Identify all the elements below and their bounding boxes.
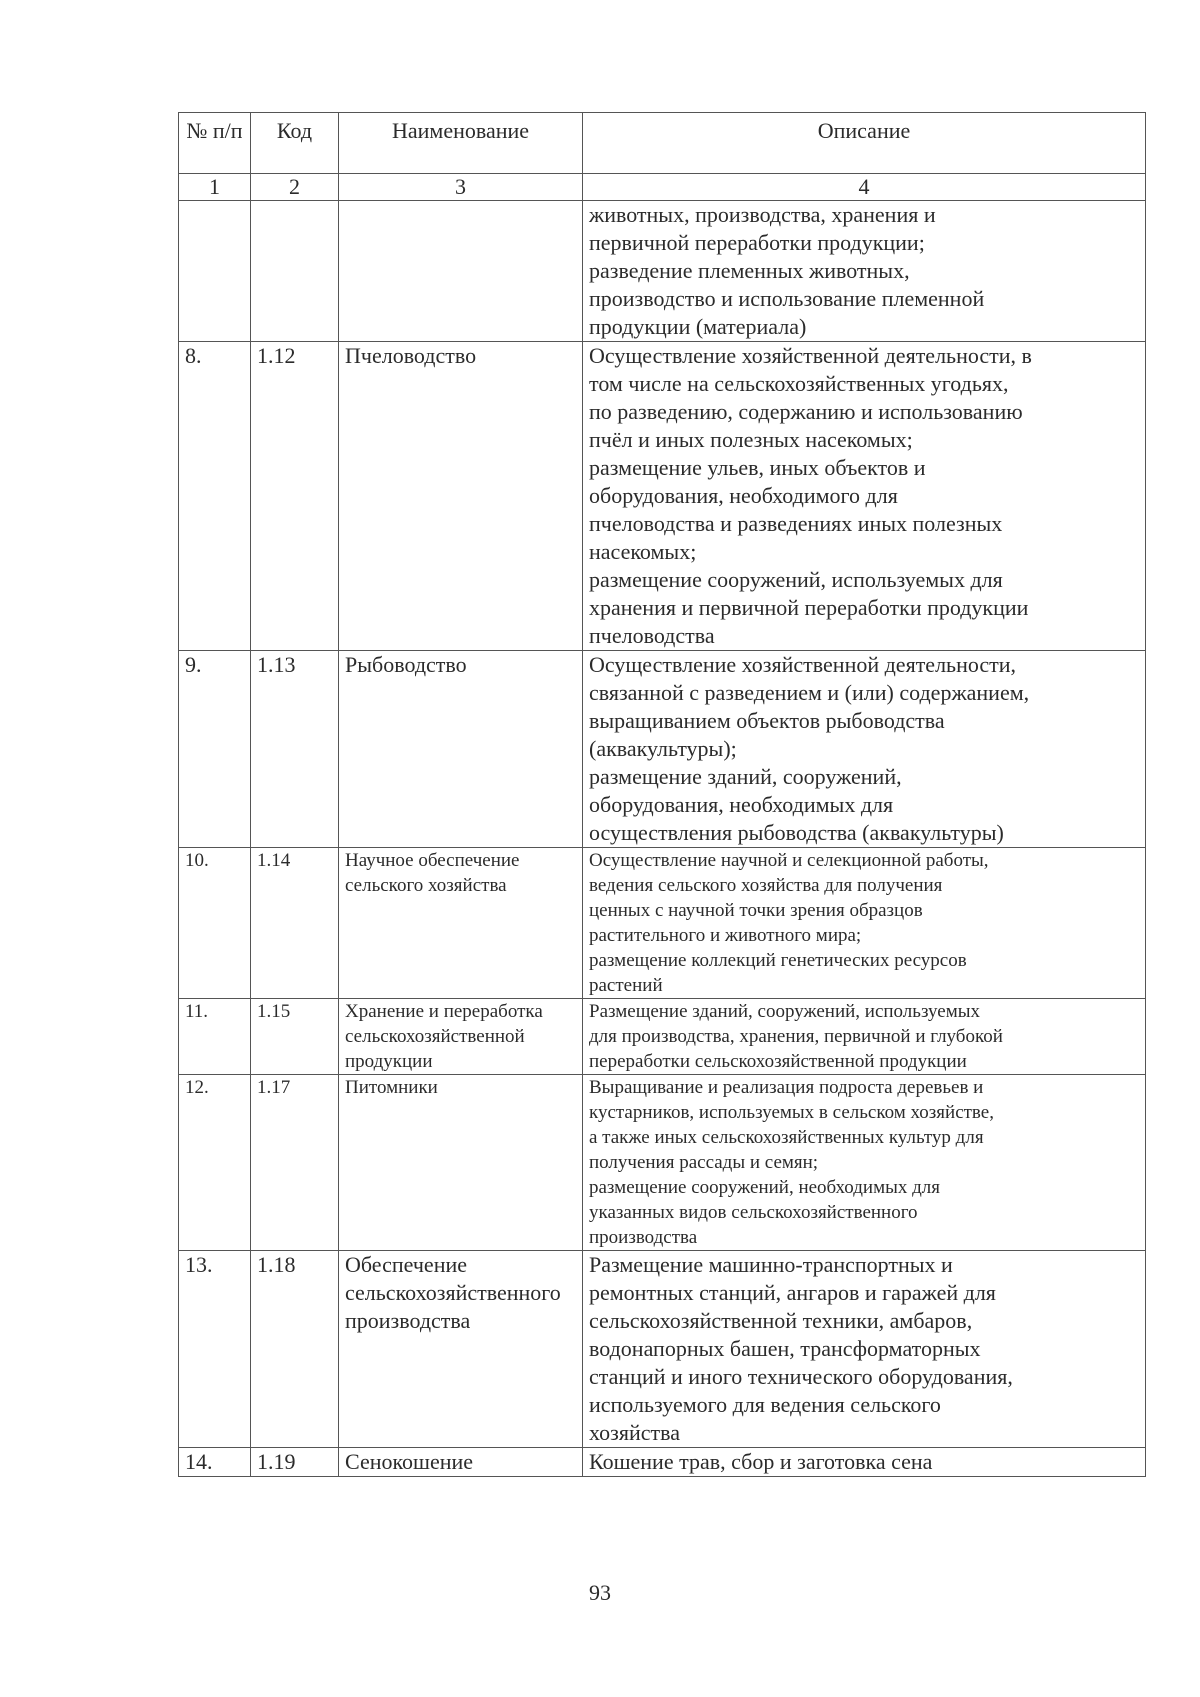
description-line: для производства, хранения, первичной и глубокой <box>589 1026 1003 1047</box>
description-line: Осуществление научной и селекционной работы, <box>589 850 989 871</box>
description-line: (аквакультуры); <box>589 736 737 761</box>
description-line: кустарников, используемых в сельском хозяйстве, <box>589 1102 994 1123</box>
description-line: указанных видов сельскохозяйственного <box>589 1202 918 1223</box>
description-line: ремонтных станций, ангаров и гаражей для <box>589 1280 996 1305</box>
description-line: ценных с научной точки зрения образцов <box>589 900 923 921</box>
column-index-row <box>179 174 1146 201</box>
row-number: 12. <box>179 1075 251 1251</box>
table-header-row <box>179 113 1146 174</box>
row-description <box>583 1251 1146 1448</box>
description-line: Размещение машинно-транспортных и <box>589 1252 953 1277</box>
description-line: хозяйства <box>589 1420 680 1445</box>
table-row <box>179 848 1146 999</box>
description-line: пчёл и иных полезных насекомых; <box>589 427 913 452</box>
table-row <box>179 999 1146 1075</box>
row-code: 1.18 <box>251 1251 339 1448</box>
description-line: животных, производства, хранения и <box>589 202 936 227</box>
table-row <box>179 1251 1146 1448</box>
row-number: 8. <box>179 342 251 651</box>
description-line: выращиванием объектов рыбоводства <box>589 708 945 733</box>
description-line: растительного и животного мира; <box>589 925 862 946</box>
row-code: 1.17 <box>251 1075 339 1251</box>
column-index: 1 <box>179 174 251 201</box>
description-line: получения рассады и семян; <box>589 1152 819 1173</box>
row-number: 9. <box>179 651 251 848</box>
column-index: 2 <box>251 174 339 201</box>
row-name: Питомники <box>339 1075 583 1251</box>
description-line: водонапорных башен, трансформаторных <box>589 1336 981 1361</box>
row-name: Рыбоводство <box>339 651 583 848</box>
header-description: Описание <box>583 113 1146 174</box>
description-line: пчеловодства и разведениях иных полезных <box>589 511 1003 536</box>
description-line: переработки сельскохозяйственной продукции <box>589 1051 967 1072</box>
row-number: 14. <box>179 1448 251 1477</box>
row-description <box>583 999 1146 1075</box>
description-line: станций и иного технического оборудования, <box>589 1364 1013 1389</box>
row-description <box>583 1075 1146 1251</box>
row-number: 10. <box>179 848 251 999</box>
row-number: 13. <box>179 1251 251 1448</box>
header-name: Наименование <box>339 113 583 174</box>
row-code <box>251 201 339 342</box>
column-index: 3 <box>339 174 583 201</box>
row-name: Хранение и переработка сельскохозяйственной продукции <box>339 999 583 1075</box>
column-index: 4 <box>583 174 1146 201</box>
description-line: размещение зданий, сооружений, <box>589 764 902 789</box>
row-description <box>583 201 1146 342</box>
row-name: Обеспечение сельскохозяйственного производства <box>339 1251 583 1448</box>
description-line: оборудования, необходимого для <box>589 483 898 508</box>
description-line: Выращивание и реализация подроста деревьев и <box>589 1077 984 1098</box>
description-line: размещение ульев, иных объектов и <box>589 455 926 480</box>
description-line: производства <box>589 1227 698 1248</box>
header-code: Код <box>251 113 339 174</box>
description-line: Кошение трав, сбор и заготовка сена <box>589 1449 933 1474</box>
row-code: 1.13 <box>251 651 339 848</box>
land-use-table <box>178 112 1146 1477</box>
row-code: 1.19 <box>251 1448 339 1477</box>
description-line: насекомых; <box>589 539 697 564</box>
description-line: размещение сооружений, используемых для <box>589 567 1003 592</box>
description-line: размещение сооружений, необходимых для <box>589 1177 940 1198</box>
description-line: размещение коллекций генетических ресурсов <box>589 950 967 971</box>
row-name: Сенокошение <box>339 1448 583 1477</box>
description-line: оборудования, необходимых для <box>589 792 894 817</box>
row-name: Научное обеспечение сельского хозяйства <box>339 848 583 999</box>
row-number <box>179 201 251 342</box>
description-line: по разведению, содержанию и использованию <box>589 399 1023 424</box>
description-line: первичной переработки продукции; <box>589 230 925 255</box>
row-description <box>583 848 1146 999</box>
description-line: производство и использование племенной <box>589 286 985 311</box>
table-row <box>179 651 1146 848</box>
description-line: ведения сельского хозяйства для получения <box>589 875 943 896</box>
description-line: используемого для ведения сельского <box>589 1392 941 1417</box>
description-line: Осуществление хозяйственной деятельности, в <box>589 343 1032 368</box>
description-line: пчеловодства <box>589 623 715 648</box>
page-number: 93 <box>589 1580 611 1605</box>
description-line: растений <box>589 975 663 996</box>
description-line: сельскохозяйственной техники, амбаров, <box>589 1308 973 1333</box>
row-description <box>583 1448 1146 1477</box>
description-line: том числе на сельскохозяйственных угодьях, <box>589 371 1009 396</box>
row-name: Пчеловодство <box>339 342 583 651</box>
description-line: продукции (материала) <box>589 314 807 339</box>
description-line: разведение племенных животных, <box>589 258 910 283</box>
row-number: 11. <box>179 999 251 1075</box>
row-code: 1.14 <box>251 848 339 999</box>
description-line: Размещение зданий, сооружений, используемых <box>589 1001 981 1022</box>
description-line: Осуществление хозяйственной деятельности, <box>589 652 1017 677</box>
description-line: связанной с разведением и (или) содержанием, <box>589 680 1030 705</box>
description-line: хранения и первичной переработки продукции <box>589 595 1029 620</box>
description-line: осуществления рыбоводства (аквакультуры) <box>589 820 1004 845</box>
table-row <box>179 1448 1146 1477</box>
table-row <box>179 342 1146 651</box>
table-row <box>179 1075 1146 1251</box>
row-code: 1.15 <box>251 999 339 1075</box>
header-number: № п/п <box>179 113 251 174</box>
table-row <box>179 201 1146 342</box>
table-body <box>179 201 1146 1477</box>
row-name <box>339 201 583 342</box>
row-description <box>583 342 1146 651</box>
description-line: а также иных сельскохозяйственных культур для <box>589 1127 984 1148</box>
row-code: 1.12 <box>251 342 339 651</box>
row-description <box>583 651 1146 848</box>
